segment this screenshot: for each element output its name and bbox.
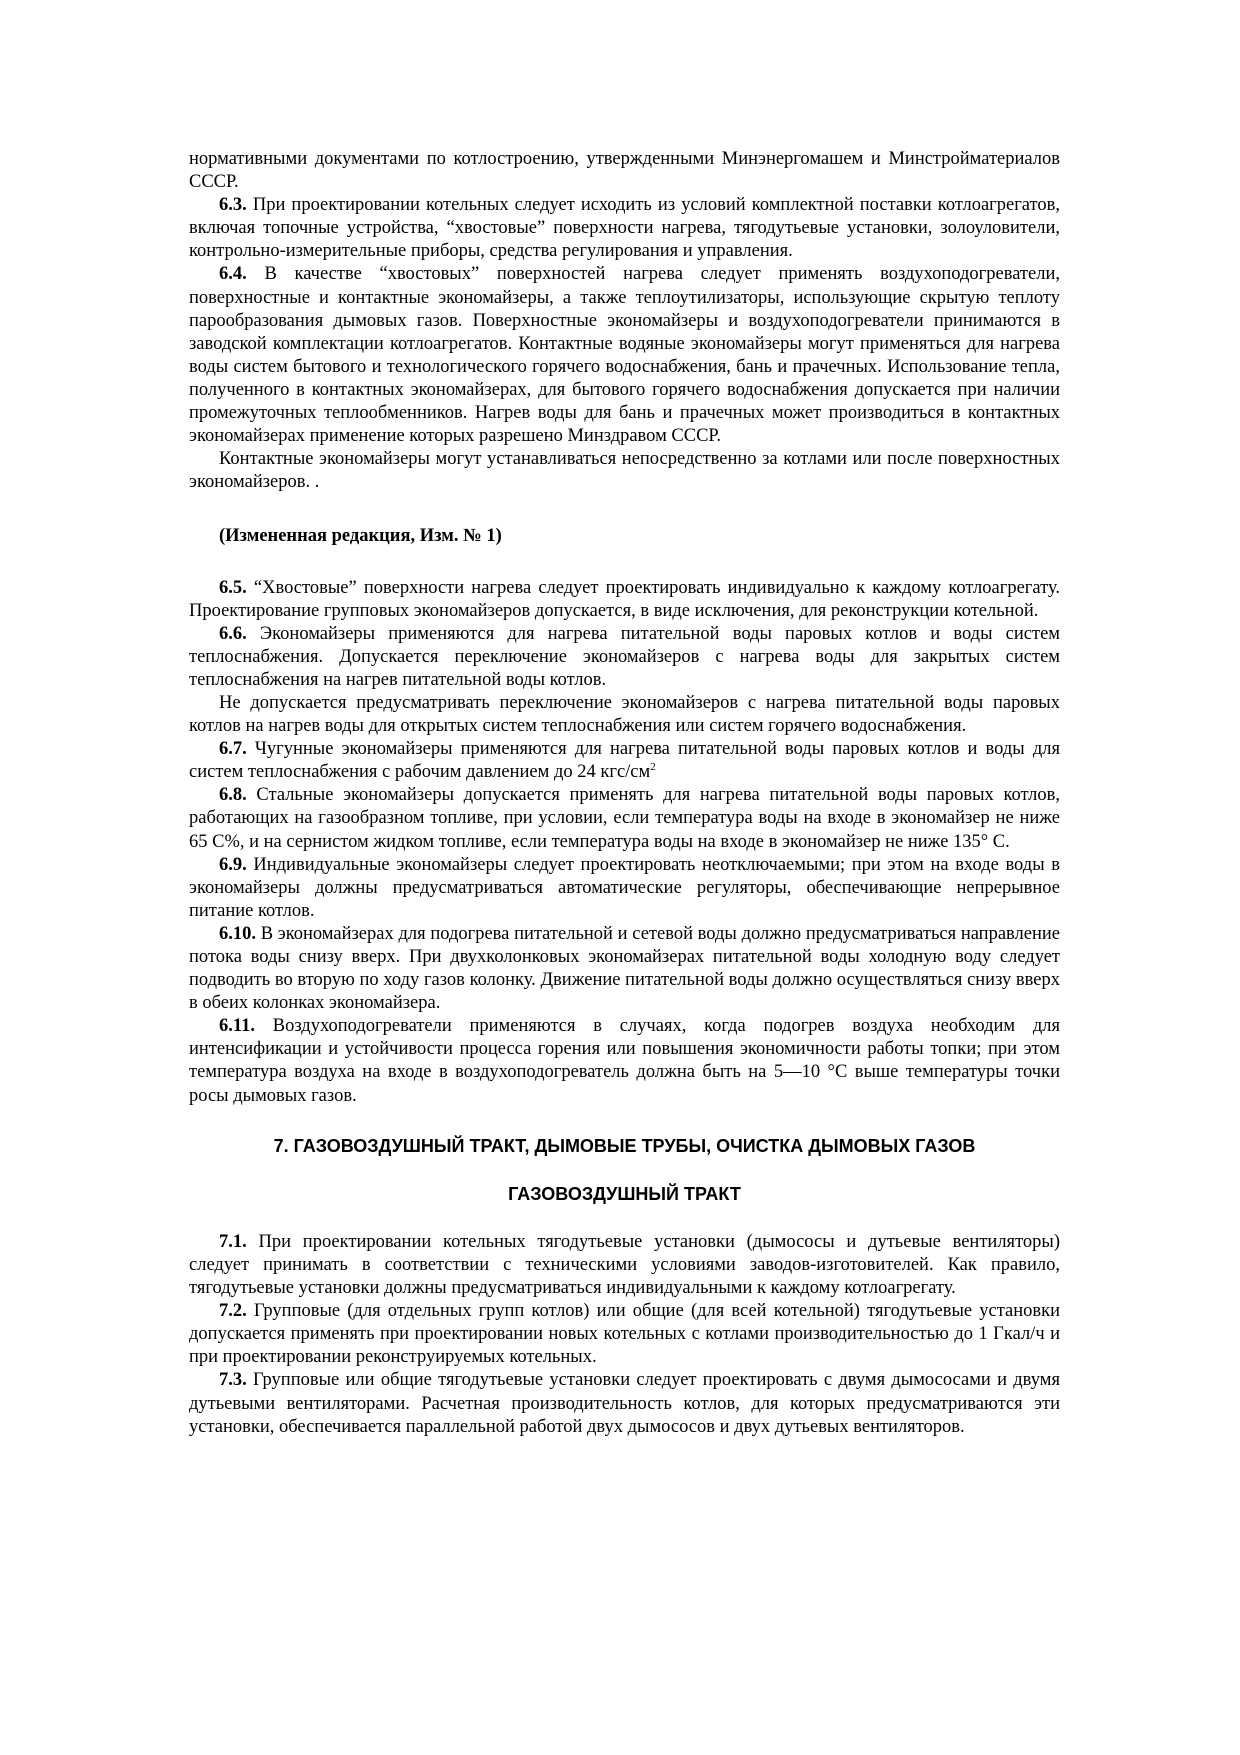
clause-6-4-continued (189, 448, 1060, 494)
clause-6-9 (189, 854, 1060, 923)
clause-6-5 (189, 577, 1060, 623)
clause-number: 6.8. (219, 785, 247, 806)
clause-text: Чугунные экономайзеры применяются для нагрева питательной воды паровых котлов и воды для систем теплоснабжения с рабочим давлением до 24 кгс/см (189, 739, 1060, 783)
subsection-heading: ГАЗОВОЗДУШНЫЙ ТРАКТ (508, 1183, 741, 1204)
clause-number: 6.5. (219, 577, 247, 598)
clause-7-1 (189, 1231, 1060, 1300)
clause-number: 6.11. (219, 1016, 255, 1037)
clause-text: В экономайзерах для подогрева питательной и сетевой воды должно предусматриваться направление потока воды снизу вверх. При двухколонковых экономайзерах питательной воды холодную воду следует подводить во вторую по ходу газов колонку. Движение питательной воды должно осуществляться снизу вверх в обеих колонках экономайзера. (189, 923, 1060, 1014)
clause-7-2 (189, 1300, 1060, 1369)
clause-6-6-continued (189, 692, 1060, 738)
paragraph-intro (189, 148, 1060, 194)
clause-number: 6.4. (219, 264, 247, 285)
clause-6-11 (189, 1015, 1060, 1107)
clause-text: Экономайзеры применяются для нагрева питательной воды паровых котлов и воды систем теплоснабжения. Допускается переключение экономайзеров с нагрева воды для закрытых систем теплоснабжения на нагрев питательной воды котлов. (189, 623, 1060, 690)
amendment-note-text: (Измененная редакция, Изм. № 1) (219, 526, 502, 547)
clause-6-6 (189, 623, 1060, 692)
clause-number: 6.6. (219, 623, 247, 644)
clause-6-4 (189, 263, 1060, 448)
clause-number: 6.9. (219, 854, 247, 875)
clause-number: 7.2. (219, 1301, 247, 1322)
clause-text: Стальные экономайзеры допускается применять для нагрева питательной воды паровых котлов, работающих на газообразном топливе, при условии, если температура воды на входе в экономайзер не ниже 65 С%, и на сернистом жидком топливе, если температура воды на входе в экономайзер не ниже 135° С. (189, 785, 1060, 852)
amendment-note (189, 525, 1060, 548)
clause-6-3 (189, 194, 1060, 263)
clause-text: Индивидуальные экономайзеры следует проектировать неотключаемыми; при этом на входе воды в экономайзеры должны предусматриваться автоматические регуляторы, обеспечивающие непрерывное питание котлов. (189, 854, 1060, 921)
clause-text: Воздухоподогреватели применяются в случаях, когда подогрев воздуха необходим для интенсификации и устойчивости процесса горения или повышения экономичности работы топки; при этом температура воздуха на входе в воздухоподогреватель должна быть на 5—10 °С выше температуры точки росы дымовых газов. (189, 1016, 1060, 1106)
superscript: 2 (650, 761, 656, 774)
clause-number: 6.3. (219, 195, 247, 216)
clause-6-10 (189, 923, 1060, 1015)
clause-number: 6.10. (219, 923, 256, 944)
paragraph-text: Не допускается предусматривать переключение экономайзеров с нагрева питательной воды паровых котлов на нагрев воды для открытых систем теплоснабжения или систем горячего водоснабжения. (189, 692, 1060, 737)
clause-text: Групповые (для отдельных групп котлов) или общие (для всей котельной) тягодутьевые установки допускается применять при проектировании новых котельных с котлами производительностью до 1 Гкал/ч и при проектировании реконструируемых котельных. (189, 1301, 1060, 1368)
clause-number: 7.3. (219, 1370, 247, 1391)
clause-text: При проектировании котельных тягодутьевые установки (дымососы и дутьевые вентиляторы) следует принимать в соответствии с техническими условиями заводов-изготовителей. Как правило, тягодутьевые установки должны предусматриваться индивидуальными к каждому котлоагрегату. (189, 1231, 1060, 1299)
section-heading: 7. ГАЗОВОЗДУШНЫЙ ТРАКТ, ДЫМОВЫЕ ТРУБЫ, ОЧИСТКА ДЫМОВЫХ ГАЗОВ (273, 1135, 976, 1156)
clause-6-7 (189, 738, 1060, 784)
clause-7-3 (189, 1369, 1060, 1438)
clause-number: 7.1. (219, 1231, 247, 1252)
clause-text: Групповые или общие тягодутьевые установки следует проектировать с двумя дымососами и двумя дутьевыми вентиляторами. Расчетная производительность котлов, для которых предусматриваются эти установки, обеспечивается параллельной работой двух дымососов и двух дутьевых вентиляторов. (189, 1370, 1060, 1437)
paragraph-text: Контактные экономайзеры могут устанавливаться непосредственно за котлами или после поверхностных экономайзеров. . (189, 449, 1060, 493)
clause-text: “Хвостовые” поверхности нагрева следует проектировать индивидуально к каждому котлоагрегату. Проектирование групповых экономайзеров допускается, в виде исключения, для реконструкции котельной. (189, 577, 1060, 621)
paragraph-text: нормативными документами по котлостроению, утвержденными Минэнергомашем и Минстройматериалов СССР. (189, 149, 1060, 193)
clause-text: В качестве “хвостовых” поверхностей нагрева следует применять воздухоподогреватели, поверхностные и контактные экономайзеры, а также теплоутилизаторы, использующие скрытую теплоту парообразования дымовых газов. Поверхностные экономайзеры и воздухоподогреватели принимаются в заводской комплектации котлоагрегатов. Контактные водяные экономайзеры могут применяться для нагрева воды систем бытового и технологического горячего водоснабжения, бань и прачечных. Использование тепла, полученного в контактных экономайзерах, для бытового горячего водоснабжения допускается при наличии промежуточных теплообменников. Нагрев воды для бань и прачечных может производиться в контактных экономайзерах применение которых разрешено Минздравом СССР. (189, 264, 1060, 447)
clause-number: 6.7. (219, 739, 247, 760)
clause-6-8 (189, 784, 1060, 853)
clause-text: При проектировании котельных следует исходить из условий комплектной поставки котлоагрегатов, включая топочные устройства, “хвостовые” поверхности нагрева, тягодутьевые установки, золоуловители, контрольно-измерительные приборы, средства регулирования и управления. (189, 195, 1060, 262)
